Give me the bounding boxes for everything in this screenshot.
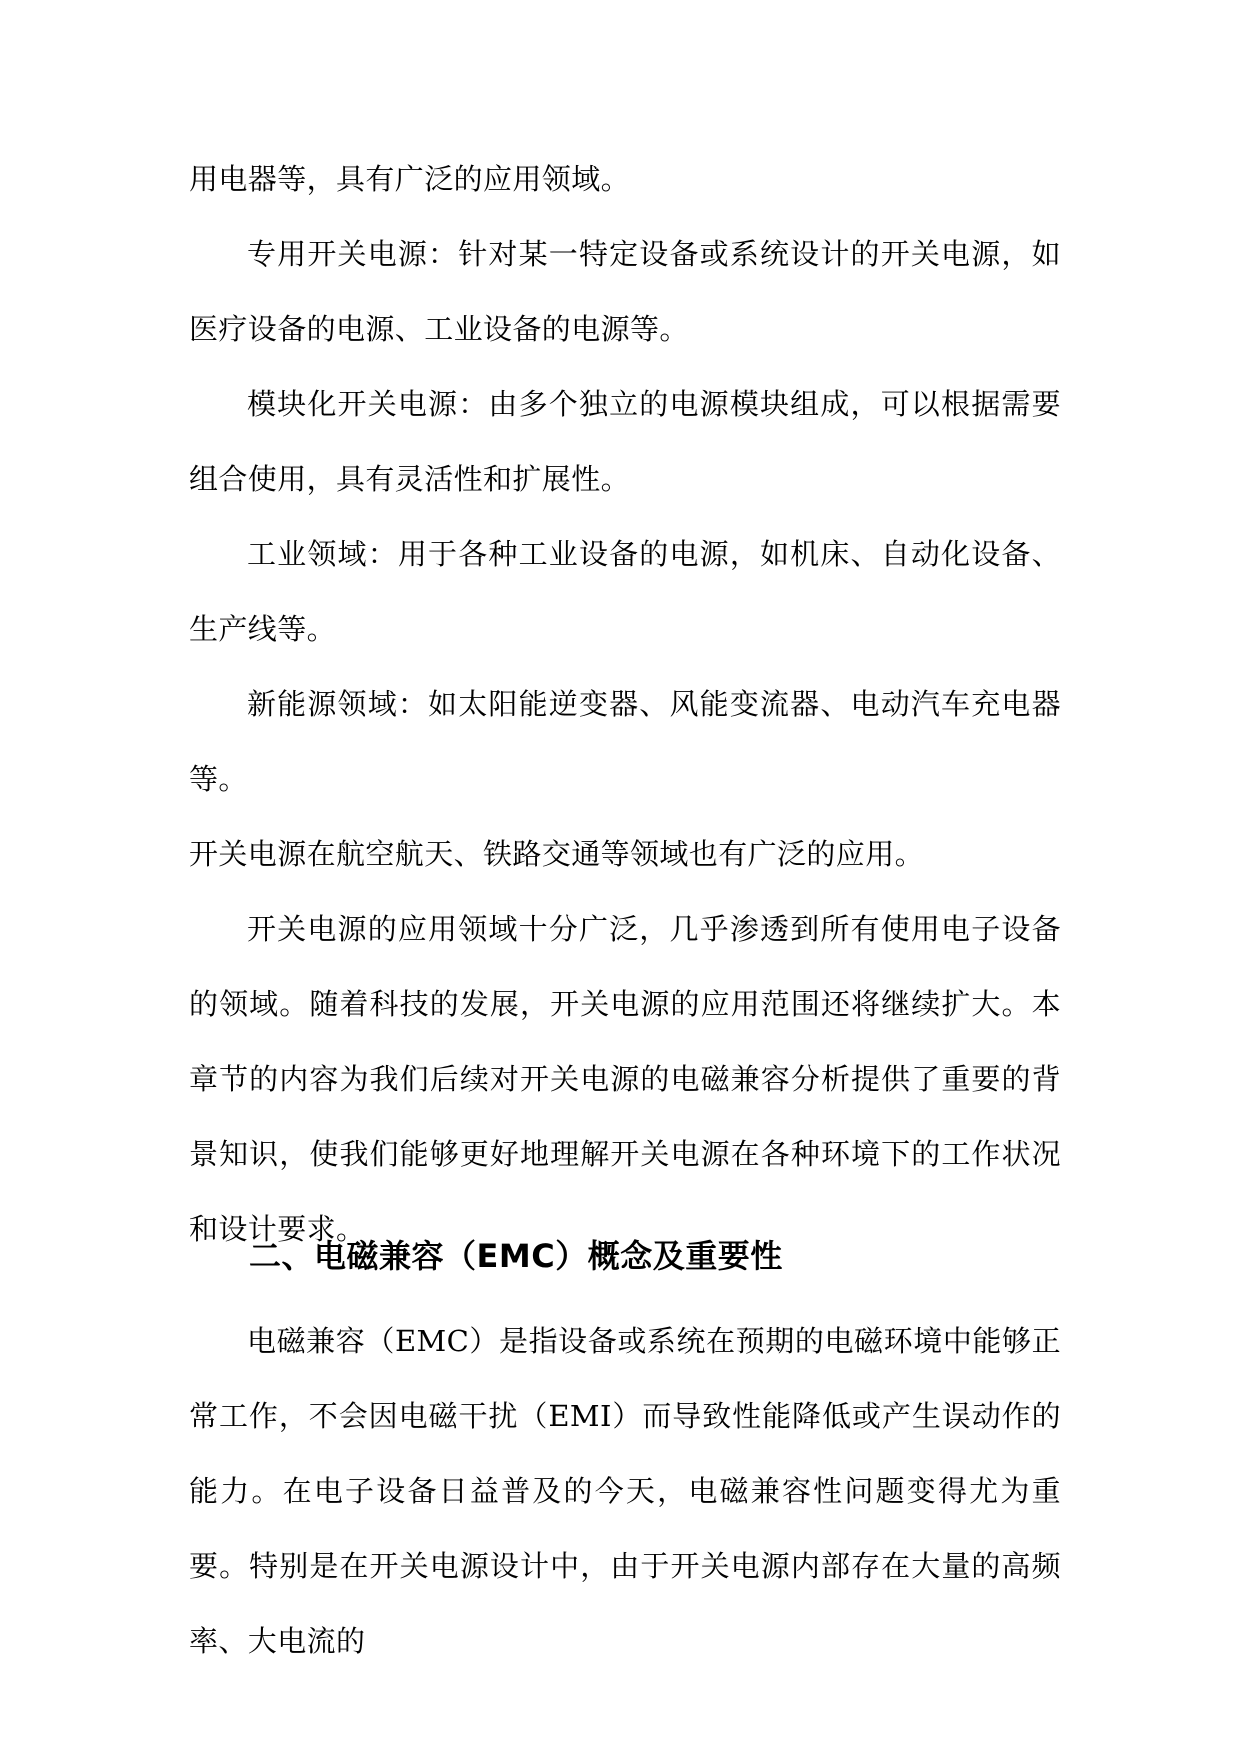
paragraph-2: 专用开关电源：针对某一特定设备或系统设计的开关电源，如医疗设备的电源、工业设备的电源等。	[189, 237, 1061, 346]
paragraph-group-top	[189, 142, 1061, 1267]
paragraph-1: 用电器等，具有广泛的应用领域。	[189, 162, 631, 196]
paragraph-3: 模块化开关电源：由多个独立的电源模块组成，可以根据需要组合使用，具有灵活性和扩展性。	[189, 387, 1061, 496]
paragraph-4: 工业领域：用于各种工业设备的电源，如机床、自动化设备、生产线等。	[189, 537, 1061, 646]
paragraph-7: 开关电源的应用领域十分广泛，几乎渗透到所有使用电子设备的领域。随着科技的发展，开关电源的应用范围还将继续扩大。本章节的内容为我们后续对开关电源的电磁兼容分析提供了重要的背景知识，使我们能够更好地理解开关电源在各种环境下的工作状况和设计要求。	[189, 912, 1061, 1246]
paragraph-group-bottom	[189, 1304, 1061, 1679]
paragraph-5: 新能源领域：如太阳能逆变器、风能变流器、电动汽车充电器等。	[189, 687, 1061, 796]
section-heading: 二、电磁兼容（EMC）概念及重要性	[249, 1237, 783, 1275]
paragraph-6: 开关电源在航空航天、铁路交通等领域也有广泛的应用。	[189, 837, 925, 871]
paragraph-8: 电磁兼容（EMC）是指设备或系统在预期的电磁环境中能够正常工作，不会因电磁干扰（EMI）而导致性能降低或产生误动作的能力。在电子设备日益普及的今天，电磁兼容性问题变得尤为重要。特别是在开关电源设计中，由于开关电源内部存在大量的高频率、大电流的	[189, 1324, 1061, 1658]
